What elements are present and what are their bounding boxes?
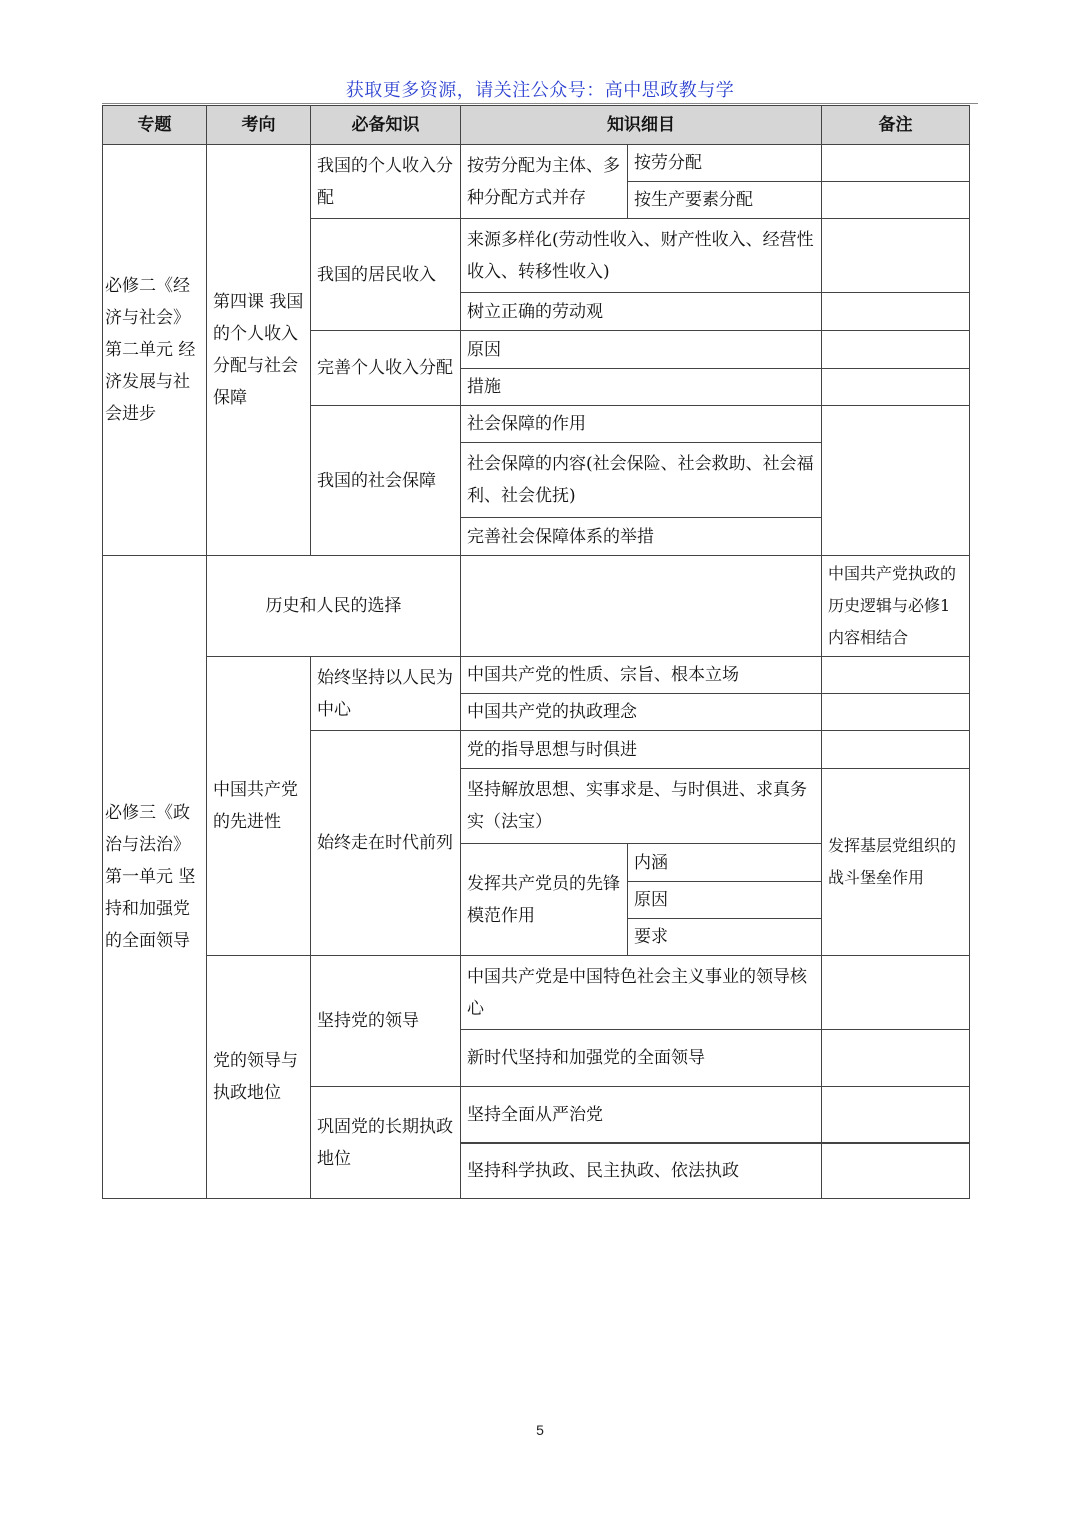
s1-k4: 我国的社会保障 — [311, 406, 461, 556]
col-header-note: 备注 — [822, 106, 970, 145]
s1-k2: 我国的居民收入 — [311, 219, 461, 331]
s1-k1: 我国的个人收入分配 — [311, 145, 461, 219]
top-rule — [102, 103, 978, 104]
page-number: 5 — [536, 1422, 544, 1438]
s1-k2-d1: 来源多样化(劳动性收入、财产性收入、经营性收入、转移性收入) — [461, 219, 822, 293]
s2-k1-d1: 中国共产党的性质、宗旨、根本立场 — [461, 657, 822, 694]
s1-k3-d2: 措施 — [461, 369, 822, 406]
s2-note-1 — [822, 657, 970, 694]
s2-k2-d2: 坚持解放思想、实事求是、与时俱进、求真务实（法宝） — [461, 769, 822, 844]
s1-note-1 — [822, 145, 970, 182]
col-header-direction: 考向 — [207, 106, 311, 145]
s2-k4-d2: 坚持科学执政、民主执政、依法执政 — [461, 1144, 822, 1199]
s1-k1-sub1: 按劳分配 — [628, 145, 822, 182]
s1-k4-d1: 社会保障的作用 — [461, 406, 822, 443]
s1-k2-d2: 树立正确的劳动观 — [461, 293, 822, 331]
s2-direction1: 中国共产党的先进性 — [207, 657, 311, 956]
s1-k4-d3: 完善社会保障体系的举措 — [461, 518, 822, 556]
s2-k3-d2: 新时代坚持和加强党的全面领导 — [461, 1030, 822, 1087]
s2-k3-d1: 中国共产党是中国特色社会主义事业的领导核心 — [461, 956, 822, 1030]
s1-note-5 — [822, 331, 970, 369]
s2-history-note: 中国共产党执政的历史逻辑与必修1内容相结合 — [822, 556, 970, 657]
s2-history-detail — [461, 556, 822, 657]
knowledge-table — [102, 105, 970, 1199]
s2-k1-d2: 中国共产党的执政理念 — [461, 694, 822, 731]
s2-k2-d3-s1: 内涵 — [628, 844, 822, 882]
s2-k3: 坚持党的领导 — [311, 956, 461, 1087]
s2-k4: 巩固党的长期执政地位 — [311, 1087, 461, 1199]
s2-note-5 — [822, 1030, 970, 1087]
s2-direction2: 党的领导与执政地位 — [207, 956, 311, 1199]
col-header-knowledge: 必备知识 — [311, 106, 461, 145]
s2-k2-d3-s2: 原因 — [628, 882, 822, 919]
s1-note-2 — [822, 182, 970, 219]
col-header-detail: 知识细目 — [461, 106, 822, 145]
s2-note-3 — [822, 731, 970, 769]
s1-direction: 第四课 我国的个人收入分配与社会保障 — [207, 145, 311, 556]
s2-note-4 — [822, 956, 970, 1030]
s2-note-2 — [822, 694, 970, 731]
col-header-topic: 专题 — [103, 106, 207, 145]
s1-k3-d1: 原因 — [461, 331, 822, 369]
s2-note-7 — [822, 1144, 970, 1199]
s2-note-6 — [822, 1087, 970, 1143]
s2-k2: 始终走在时代前列 — [311, 731, 461, 956]
s1-note-4 — [822, 293, 970, 331]
s2-history: 历史和人民的选择 — [207, 556, 461, 657]
s2-topic: 必修三《政治与法治》第一单元 坚持和加强党的全面领导 — [103, 556, 207, 1199]
s1-k4-d2: 社会保障的内容(社会保险、社会救助、社会福利、社会优抚) — [461, 443, 822, 518]
s1-k3: 完善个人收入分配 — [311, 331, 461, 406]
s2-k2-note: 发挥基层党组织的战斗堡垒作用 — [822, 769, 970, 956]
s1-k1-sub2: 按生产要素分配 — [628, 182, 822, 219]
s2-k2-d1: 党的指导思想与时俱进 — [461, 731, 822, 769]
s1-note-6 — [822, 369, 970, 406]
s2-k2-d3: 发挥共产党员的先锋模范作用 — [461, 844, 628, 956]
s1-k1-detail: 按劳分配为主体、多种分配方式并存 — [461, 145, 628, 219]
s1-note-3 — [822, 219, 970, 293]
s2-k4-d1: 坚持全面从严治党 — [461, 1087, 822, 1143]
s2-k2-d3-s3: 要求 — [628, 919, 822, 956]
s2-k1: 始终坚持以人民为中心 — [311, 657, 461, 731]
table-header-row — [103, 106, 970, 145]
s1-note-7 — [822, 406, 970, 556]
s1-topic: 必修二《经济与社会》第二单元 经济发展与社会进步 — [103, 145, 207, 556]
header-note: 获取更多资源，请关注公众号：高中思政教与学 — [345, 80, 735, 101]
